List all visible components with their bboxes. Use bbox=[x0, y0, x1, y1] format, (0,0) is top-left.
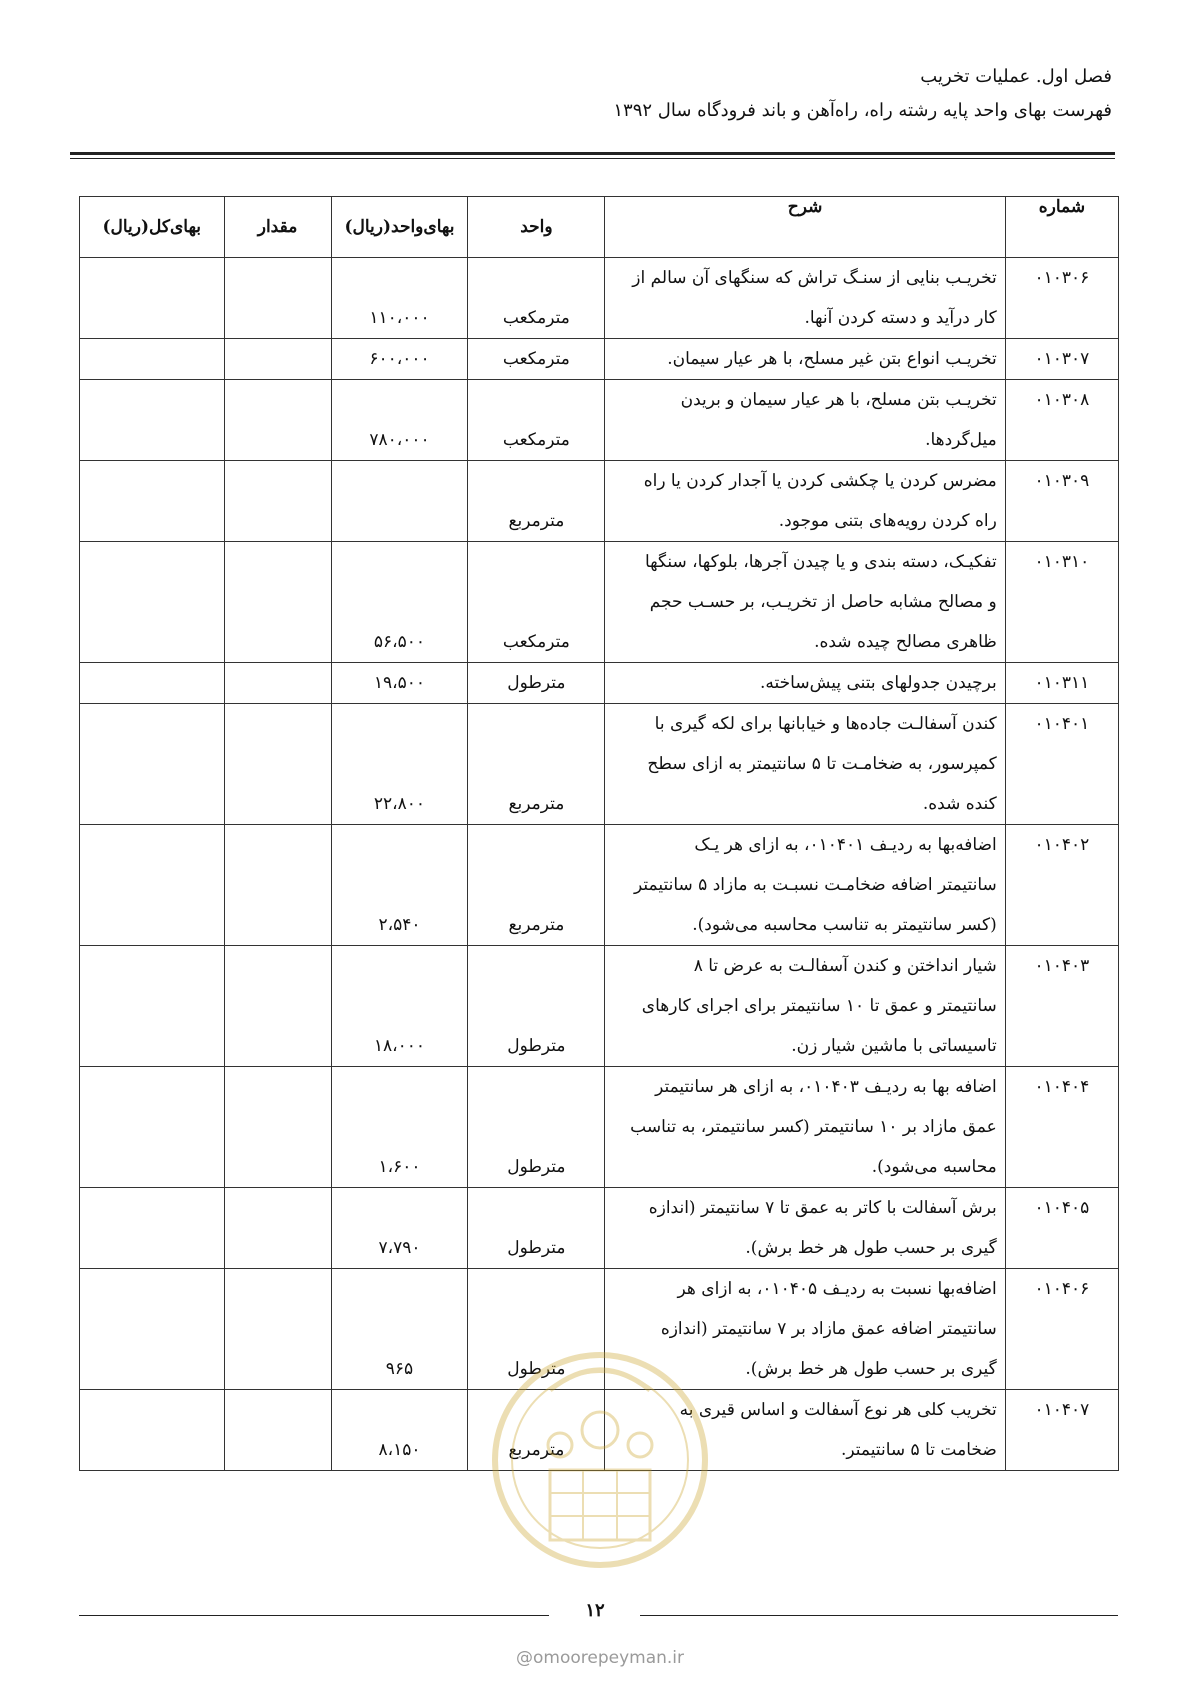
document-subtitle: فهرست بهای واحد پایه رشته راه، راه‌آهن و باند فرودگاه سال ۱۳۹۲ bbox=[613, 100, 1112, 121]
description-line: سانتیمتر و عمق تا ۱۰ سانتیمتر برای اجرای کارهای bbox=[641, 996, 997, 1016]
table-row bbox=[80, 825, 1119, 946]
item-unit-price: ۶۰۰،۰۰۰ bbox=[331, 339, 468, 380]
description-line: (کسر سانتیمتر به تناسب محاسبه می‌شود). bbox=[692, 915, 997, 935]
table-row bbox=[80, 461, 1119, 542]
item-total-price bbox=[80, 1269, 225, 1390]
item-description bbox=[605, 825, 1005, 946]
item-unit: مترمکعب bbox=[468, 339, 605, 380]
item-unit-price: ۱۸،۰۰۰ bbox=[331, 946, 468, 1067]
item-total-price bbox=[80, 1188, 225, 1269]
chapter-title: فصل اول. عملیات تخریب bbox=[920, 66, 1112, 87]
table-header-row bbox=[80, 197, 1119, 258]
description-line: راه کردن رویه‌های بتنی موجود. bbox=[778, 511, 997, 531]
item-code: ۰۱۰۴۰۳ bbox=[1005, 946, 1118, 1067]
column-header-code: شماره bbox=[1005, 197, 1118, 258]
item-code: ۰۱۰۳۱۰ bbox=[1005, 542, 1118, 663]
item-unit: مترطول bbox=[468, 1067, 605, 1188]
item-unit-price: ۲،۵۴۰ bbox=[331, 825, 468, 946]
item-code: ۰۱۰۴۰۷ bbox=[1005, 1390, 1118, 1471]
table-row bbox=[80, 1188, 1119, 1269]
column-header-quantity: مقدار bbox=[224, 197, 331, 258]
item-unit-price bbox=[331, 461, 468, 542]
item-code: ۰۱۰۳۰۷ bbox=[1005, 339, 1118, 380]
column-header-total-price: بهای‌کل(ریال) bbox=[80, 197, 225, 258]
item-total-price bbox=[80, 380, 225, 461]
description-line: برش آسفالت با کاتر به عمق تا ۷ سانتیمتر (اندازه bbox=[648, 1198, 997, 1218]
item-quantity bbox=[224, 542, 331, 663]
price-table bbox=[79, 196, 1119, 1471]
footer-divider-right bbox=[640, 1615, 1118, 1616]
item-quantity bbox=[224, 825, 331, 946]
item-unit: مترطول bbox=[468, 946, 605, 1067]
item-total-price bbox=[80, 946, 225, 1067]
table-row bbox=[80, 946, 1119, 1067]
description-line: اضافه‌بها نسبت به ردیـف ۰۱۰۴۰۵، به ازای هر bbox=[677, 1279, 997, 1299]
description-line: ظاهری مصالح چیده شده. bbox=[814, 632, 997, 652]
item-unit: مترمکعب bbox=[468, 380, 605, 461]
column-header-description: شرح bbox=[605, 197, 1005, 258]
column-header-unit-price: بهای‌واحد(ریال) bbox=[331, 197, 468, 258]
footer-divider-left bbox=[79, 1615, 549, 1616]
item-unit: مترمکعب bbox=[468, 542, 605, 663]
item-code: ۰۱۰۳۱۱ bbox=[1005, 663, 1118, 704]
item-description bbox=[605, 339, 1005, 380]
item-code: ۰۱۰۴۰۴ bbox=[1005, 1067, 1118, 1188]
table-row bbox=[80, 704, 1119, 825]
description-line: تخریب کلی هر نوع آسفالت و اساس قیری به bbox=[679, 1400, 997, 1420]
item-unit: مترمکعب bbox=[468, 258, 605, 339]
item-quantity bbox=[224, 1269, 331, 1390]
item-unit: مترطول bbox=[468, 663, 605, 704]
item-code: ۰۱۰۴۰۲ bbox=[1005, 825, 1118, 946]
description-line: تاسیساتی با ماشین شیار زن. bbox=[791, 1036, 997, 1056]
item-description bbox=[605, 1188, 1005, 1269]
item-total-price bbox=[80, 825, 225, 946]
page-number: ۱۲ bbox=[585, 1600, 605, 1621]
table-row bbox=[80, 258, 1119, 339]
item-unit: مترطول bbox=[468, 1269, 605, 1390]
item-unit-price: ۹۶۵ bbox=[331, 1269, 468, 1390]
table-row bbox=[80, 1390, 1119, 1471]
description-line: اضافه بها به ردیـف ۰۱۰۴۰۳، به ازای هر سانتیمتر bbox=[655, 1077, 997, 1097]
item-unit-price: ۱۱۰،۰۰۰ bbox=[331, 258, 468, 339]
table-row bbox=[80, 380, 1119, 461]
item-quantity bbox=[224, 1390, 331, 1471]
page-header bbox=[72, 60, 1112, 128]
table-row bbox=[80, 542, 1119, 663]
description-line: تخریـب انواع بتن غیر مسلح، با هر عیار سیمان. bbox=[667, 349, 997, 369]
item-description bbox=[605, 380, 1005, 461]
description-line: تخریـب بتن مسلح، با هر عیار سیمان و بریدن bbox=[680, 390, 997, 410]
header-divider bbox=[70, 152, 1115, 155]
item-description bbox=[605, 258, 1005, 339]
item-unit-price: ۱،۶۰۰ bbox=[331, 1067, 468, 1188]
item-description bbox=[605, 1269, 1005, 1390]
item-total-price bbox=[80, 542, 225, 663]
description-line: عمق مازاد بر ۱۰ سانتیمتر (کسر سانتیمتر، به تناسب bbox=[630, 1117, 997, 1137]
item-quantity bbox=[224, 946, 331, 1067]
table-row bbox=[80, 1067, 1119, 1188]
item-code: ۰۱۰۳۰۹ bbox=[1005, 461, 1118, 542]
item-description bbox=[605, 1067, 1005, 1188]
item-quantity bbox=[224, 1188, 331, 1269]
item-total-price bbox=[80, 663, 225, 704]
item-code: ۰۱۰۴۰۵ bbox=[1005, 1188, 1118, 1269]
description-line: و مصالح مشابه حاصل از تخریـب، بر حسـب حجم bbox=[649, 592, 997, 612]
item-quantity bbox=[224, 704, 331, 825]
description-line: ضخامت تا ۵ سانتیمتر. bbox=[840, 1440, 997, 1460]
description-line: اضافه‌بها به ردیـف ۰۱۰۴۰۱، به ازای هر یـک bbox=[694, 835, 997, 855]
item-unit-price: ۸،۱۵۰ bbox=[331, 1390, 468, 1471]
item-total-price bbox=[80, 704, 225, 825]
description-line: کمپرسور، به ضخامـت تا ۵ سانتیمتر به ازای سطح bbox=[647, 754, 997, 774]
item-total-price bbox=[80, 461, 225, 542]
item-unit: مترطول bbox=[468, 1188, 605, 1269]
item-unit-price: ۵۶،۵۰۰ bbox=[331, 542, 468, 663]
item-quantity bbox=[224, 663, 331, 704]
item-unit-price: ۷،۷۹۰ bbox=[331, 1188, 468, 1269]
item-unit: مترمربع bbox=[468, 704, 605, 825]
item-unit-price: ۲۲،۸۰۰ bbox=[331, 704, 468, 825]
item-quantity bbox=[224, 461, 331, 542]
description-line: گیری بر حسب طول هر خط برش). bbox=[745, 1238, 997, 1258]
description-line: کار درآید و دسته کردن آنها. bbox=[804, 308, 997, 328]
item-description bbox=[605, 663, 1005, 704]
item-total-price bbox=[80, 339, 225, 380]
item-total-price bbox=[80, 258, 225, 339]
description-line: تخریـب بنایی از سنـگ تراش که سنگهای آن سالم از bbox=[632, 268, 997, 288]
item-total-price bbox=[80, 1067, 225, 1188]
item-description bbox=[605, 542, 1005, 663]
item-code: ۰۱۰۳۰۶ bbox=[1005, 258, 1118, 339]
description-line: سانتیمتر اضافه عمق مازاد بر ۷ سانتیمتر (اندازه bbox=[660, 1319, 997, 1339]
table-row bbox=[80, 663, 1119, 704]
item-description bbox=[605, 461, 1005, 542]
item-unit: مترمربع bbox=[468, 825, 605, 946]
table-row bbox=[80, 339, 1119, 380]
description-line: کنده شده. bbox=[922, 794, 997, 814]
item-total-price bbox=[80, 1390, 225, 1471]
description-line: میل‌گردها. bbox=[925, 430, 997, 450]
description-line: کندن آسفالـت جاده‌ها و خیابانها برای لکه گیری با bbox=[654, 714, 997, 734]
item-unit: مترمربع bbox=[468, 461, 605, 542]
website-watermark: @omoorepeyman.ir bbox=[515, 1648, 685, 1668]
description-line: تفکیـک، دسته بندی و یا چیدن آجرها، بلوکها، سنگها bbox=[644, 552, 997, 572]
item-unit-price: ۱۹،۵۰۰ bbox=[331, 663, 468, 704]
item-code: ۰۱۰۴۰۶ bbox=[1005, 1269, 1118, 1390]
item-unit-price: ۷۸۰،۰۰۰ bbox=[331, 380, 468, 461]
item-description bbox=[605, 1390, 1005, 1471]
description-line: سانتیمتر اضافه ضخامـت نسبـت به مازاد ۵ سانتیمتر bbox=[634, 875, 997, 895]
item-quantity bbox=[224, 380, 331, 461]
description-line: شیار انداختن و کندن آسفالـت به عرض تا ۸ bbox=[693, 956, 997, 976]
item-quantity bbox=[224, 1067, 331, 1188]
table-row bbox=[80, 1269, 1119, 1390]
description-line: برچیدن جدولهای بتنی پیش‌ساخته. bbox=[759, 673, 997, 693]
item-code: ۰۱۰۴۰۱ bbox=[1005, 704, 1118, 825]
item-code: ۰۱۰۳۰۸ bbox=[1005, 380, 1118, 461]
table-body bbox=[80, 258, 1119, 1471]
description-line: گیری بر حسب طول هر خط برش). bbox=[745, 1359, 997, 1379]
item-quantity bbox=[224, 258, 331, 339]
item-description bbox=[605, 946, 1005, 1067]
description-line: محاسبه می‌شود). bbox=[871, 1157, 997, 1177]
column-header-unit: واحد bbox=[468, 197, 605, 258]
header-divider-thin bbox=[70, 158, 1115, 159]
item-unit: مترمربع bbox=[468, 1390, 605, 1471]
item-description bbox=[605, 704, 1005, 825]
description-line: مضرس کردن یا چکشی کردن یا آجدار کردن یا راه bbox=[643, 471, 997, 491]
item-quantity bbox=[224, 339, 331, 380]
